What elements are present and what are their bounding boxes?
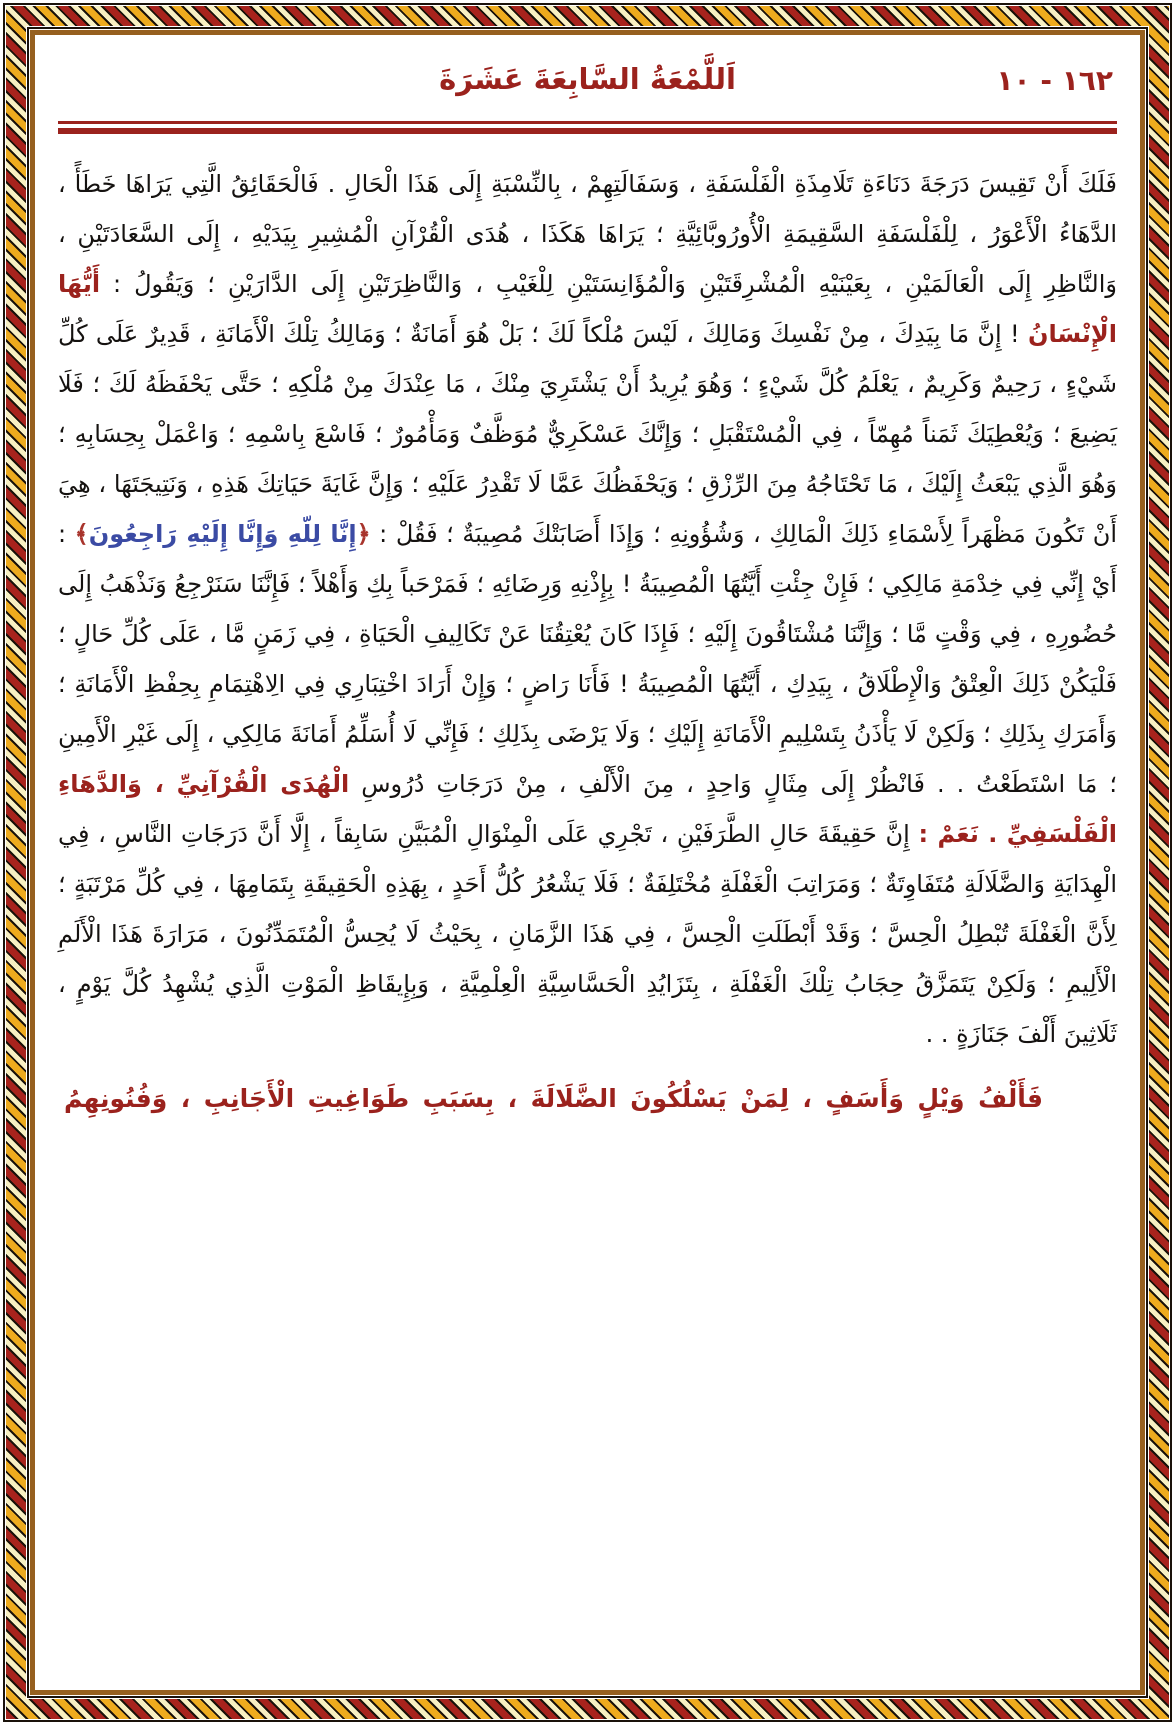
vocative-highlight: أَيُّهَا الْإِنْسَانُ bbox=[58, 270, 1117, 348]
body-text: إِنَّ حَقِيقَةَ حَالِ الطَّرَفَيْنِ ، تَجْرِي عَلَى الْمِنْوَالِ الْمُبَيَّنِ سَابِقاً ، إِلَّا أَنَّ دَرَجَاتِ النَّاسِ ، فِي الْهِدَايَةِ وَالضَّلَالَةِ مُتَفَاوِتَةٌ ؛ وَمَرَاتِبَ الْغَفْلَةِ مُخْتَلِفَةٌ ؛ فَلَا يَشْعُرُ كُلُّ أَحَدٍ ، بِهَذِهِ الْحَقِيقَةِ بِتَمَامِهَا ، فِي كُلِّ مَرْتَبَةٍ ؛ لِأَنَّ الْغَفْلَةَ تُبْطِلُ الْحِسَّ ؛ وَقَدْ أَبْطَلَتِ الْحِسَّ ، فِي هَذَا الزَّمَانِ ، بِحَيْثُ لَا يُحِسُّ الْمُتَمَدِّنُونَ ، مَرَارَةَ هَذَا الْأَلَمِ الْأَلِيمِ ؛ وَلَكِنْ يَتَمَزَّقُ حِجَابُ تِلْكَ الْغَفْلَةِ ، بِتَزَايُدِ الْحَسَّاسِيَّةِ الْعِلْمِيَّةِ ، وَبِإِيقَاظِ الْمَوْتِ الَّذِي يُشْهِدُ كُلَّ يَوْمٍ ، ثَلَاثِينَ أَلْفَ جَنَازَةٍ . . bbox=[58, 820, 1117, 1048]
body-text: : أَيْ إِنِّي فِي خِدْمَةِ مَالِكِي ؛ فَإِنْ جِئْتِ أَيَّتُهَا الْمُصِيبَةُ ! بِإِذْنِهِ وَرِضَائِهِ ؛ فَمَرْحَباً بِكِ وَأَهْلاً ؛ فَإِنَّنَا سَنَرْجِعُ وَنَذْهَبُ إِلَى حُضُورِهِ ، فِي وَقْتٍ مَّا ؛ وَإِنَّنَا مُشْتَاقُونَ إِلَيْهِ ؛ فَإِذَا كَانَ يُعْتِقُنَا عَنْ تَكَالِيفِ الْحَيَاةِ ، فِي زَمَنٍ مَّا ، عَلَى كُلِّ حَالٍ ؛ فَلْيَكُنْ ذَلِكَ الْعِتْقُ وَالْإِطْلَاقُ ، بِيَدِكِ ، أَيَّتُهَا الْمُصِيبَةُ ! فَأَنَا رَاضٍ ؛ وَإِنْ أَرَادَ اخْتِبَارِي فِي الِاهْتِمَامِ بِحِفْظِ الْأَمَانَةِ ؛ وَأَمَرَكِ بِذَلِكِ ؛ وَلَكِنْ لَا يَأْذَنُ بِتَسْلِيمِ الْأَمَانَةِ إِلَيْكِ ؛ وَلَا يَرْضَى بِذَلِكِ ؛ فَإِنِّي لَا أُسَلِّمُ أَمَانَةَ مَالِكِي ، إِلَى غَيْرِ الْأَمِينِ ؛ مَا اسْتَطَعْتُ . . فَانْظُرْ إِلَى مِثَالٍ وَاحِدٍ ، مِنَ الْأَلْفِ ، مِنْ دَرَجَاتِ دُرُوسِ bbox=[58, 520, 1117, 798]
chapter-title: اَللَّمْعَةُ السَّابِعَةَ عَشَرَةَ bbox=[439, 62, 736, 96]
topic-highlight: الْهُدَى الْقُرْآنِيِّ ، وَالدَّهَاءِ الْفَلْسَفِيِّ . نَعَمْ : bbox=[58, 770, 1118, 848]
page-header bbox=[58, 60, 1117, 112]
verse-bracket: ﴿ bbox=[356, 520, 371, 548]
page-number: ١٦٢ - ١٠ bbox=[996, 64, 1113, 97]
closing-red-paragraph: فَأَلْفُ وَيْلٍ وَأَسَفٍ ، لِمَنْ يَسْلُكُونَ الضَّلَالَةَ ، بِسَبَبِ طَوَاغِيتِ الْأَجَانِبِ ، وَفُنُونِهِمُ bbox=[64, 1084, 1043, 1113]
verse-bracket: ﴾ bbox=[74, 520, 89, 548]
body-text: ! إِنَّ مَا بِيَدِكَ ، مِنْ نَفْسِكَ وَمَالِكَ ، لَيْسَ مُلْكاً لَكَ ؛ بَلْ هُوَ أَمَانَةٌ ؛ وَمَالِكُ تِلْكَ الْأَمَانَةِ ، قَدِيرٌ عَلَى كُلِّ شَيْءٍ ، رَحِيمٌ وَكَرِيمٌ ، يَعْلَمُ كُلَّ شَيْءٍ ؛ وَهُوَ يُرِيدُ أَنْ يَشْتَرِيَ مِنْكَ ، مَا عِنْدَكَ مِنْ مُلْكِهِ ؛ حَتَّى يَحْفَظَهُ لَكَ ؛ فَلَا يَضِيعَ ؛ وَيُعْطِيَكَ ثَمَناً مُهِمّاً ، فِي الْمُسْتَقْبَلِ ؛ وَإِنَّكَ عَسْكَرِيٌّ مُوَظَّفٌ وَمَأْمُورٌ ؛ فَاسْعَ بِاسْمِهِ ؛ وَاعْمَلْ بِحِسَابِهِ ؛ وَهُوَ الَّذِي يَبْعَثُ إِلَيْكَ ، مَا تَحْتَاجُهُ مِنَ الرِّزْقِ ؛ وَيَحْفَظُكَ عَمَّا لَا تَقْدِرُ عَلَيْهِ ؛ وَإِنَّ غَايَةَ حَيَاتِكَ هَذِهِ ، وَنَتِيجَتَهَا ، هِيَ أَنْ تَكُونَ مَظْهَراً لِأَسْمَاءِ ذَلِكَ الْمَالِكِ ، وَشُؤُونِهِ ؛ وَإِذَا أَصَابَتْكَ مُصِيبَةٌ ؛ فَقُلْ : bbox=[58, 320, 1118, 548]
body-text: فَلَكَ أَنْ تَقِيسَ دَرَجَةَ دَنَاءَةِ تَلَامِذَةِ الْفَلْسَفَةِ ، وَسَفَالَتِهِمْ ، بِالنِّسْبَةِ إِلَى هَذَا الْحَالِ . فَالْحَقَائِقُ الَّتِي يَرَاهَا خَطَأً ، الدَّهَاءُ الْأَعْوَرُ ، لِلْفَلْسَفَةِ السَّقِيمَةِ الْأُورُوبَّائِيَّةِ ؛ يَرَاهَا هَكَذَا ، هُدَى الْقُرْآنِ الْمُشِيرِ بِيَدَيْهِ ، إِلَى السَّعَادَتَيْنِ ، وَالنَّاظِرِ إِلَى الْعَالَمَيْنِ ، بِعَيْنَيْهِ الْمُشْرِقَتَيْنِ وَالْمُؤَانِسَتَيْنِ لِلْغَيْبِ ، وَالنَّاظِرَتَيْنِ إِلَى الدَّارَيْنِ ؛ وَيَقُولُ : bbox=[58, 170, 1117, 298]
quran-verse: إِنَّا لِلّهِ وَإِنَّا إِلَيْهِ رَاجِعُونَ bbox=[88, 520, 357, 548]
body-paragraph bbox=[58, 159, 1117, 1059]
page-content bbox=[36, 36, 1139, 1689]
header-divider bbox=[58, 121, 1117, 134]
